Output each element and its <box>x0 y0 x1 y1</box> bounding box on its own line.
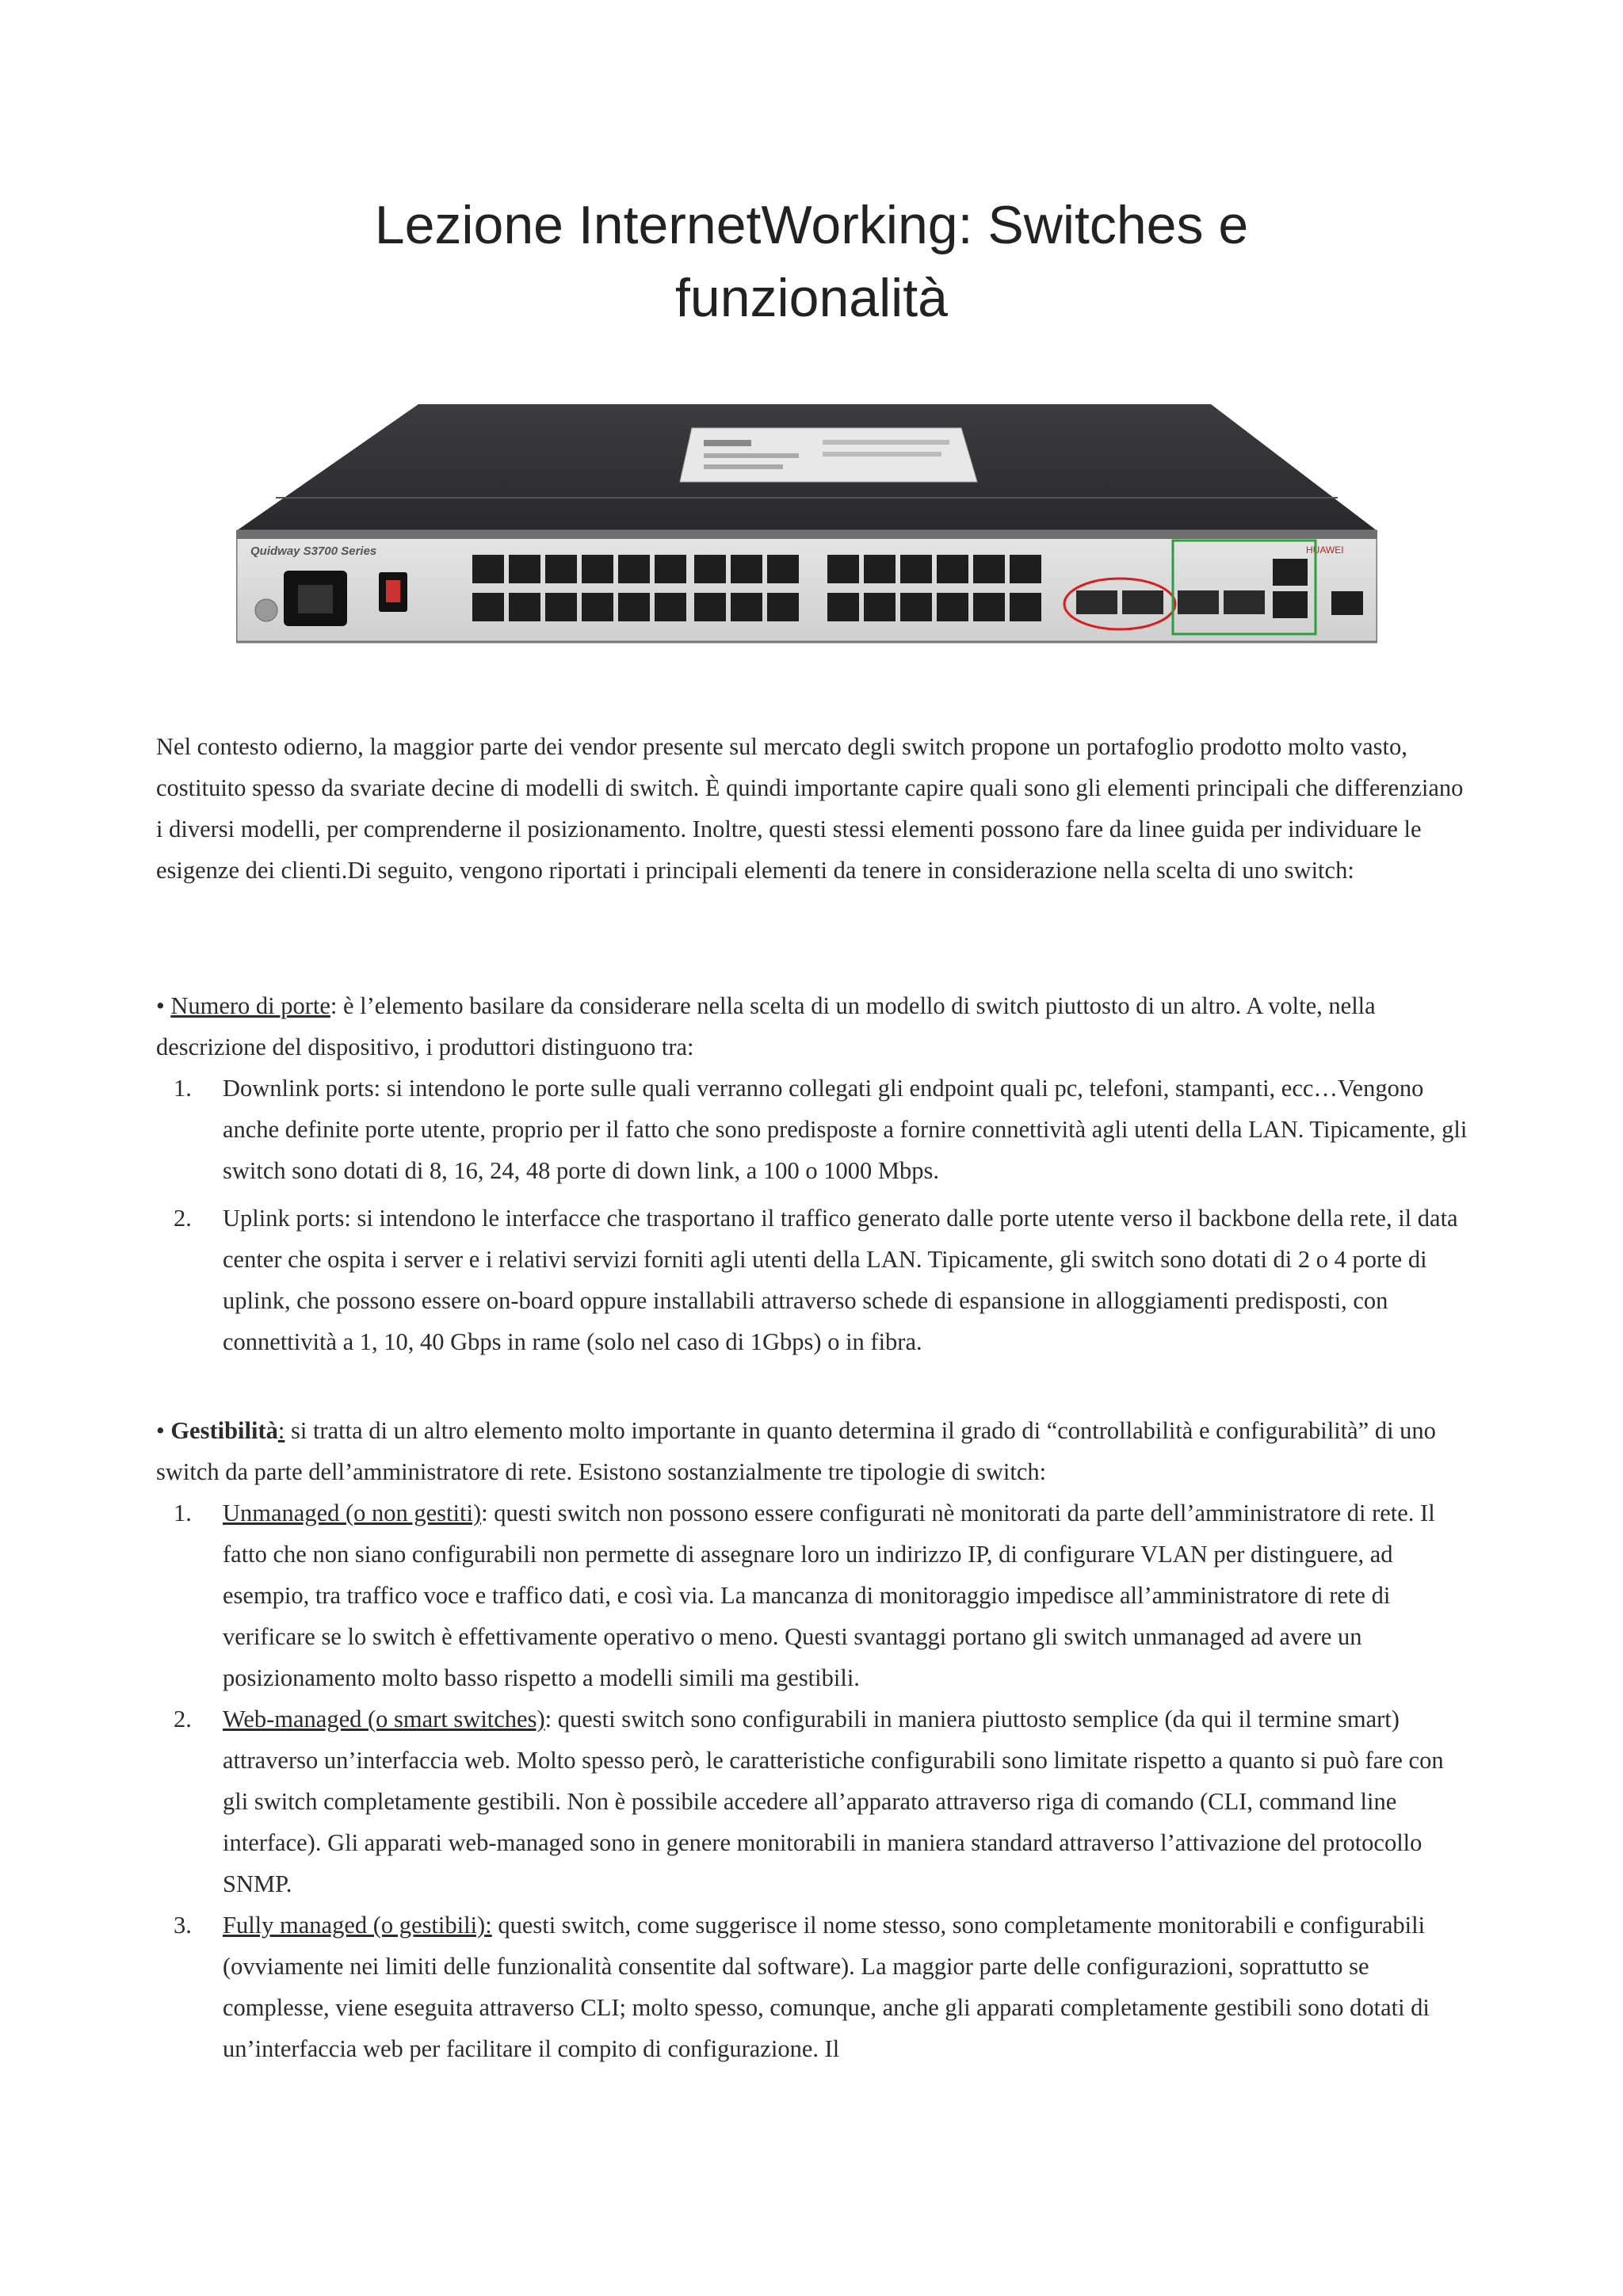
section-porte-heading <box>156 985 1472 1068</box>
list-item-term: Web-managed (o smart switches) <box>223 1706 545 1733</box>
list-item-term: Fully managed (o gestibili): <box>223 1912 492 1939</box>
list-number: 3. <box>174 1912 192 1939</box>
list-number: 1. <box>174 1075 192 1102</box>
list-item-text: : questi switch sono configurabili in maniera piuttosto semplice (da qui il termine smart) attraverso un’interfaccia web. Molto spesso però, le caratteristiche configurabili sono limitate rispetto a quanto si può fare con gli switch completamente gestibili. Non è possibile accedere all’apparato attraverso riga di comando (CLI, command line interface). Gli apparati web-managed sono in genere monitorabili in maniera standard attraverso l’attivazione del protocollo SNMP. <box>223 1706 1444 1897</box>
network-switch-photo <box>236 396 1377 650</box>
list-item-text: questi switch, come suggerisce il nome stesso, sono completamente monitorabili e configurabili (ovviamente nei limiti delle funzionalità consentite dal software). La maggior parte delle configurazioni, soprattutto se complesse, viene eseguita attraverso CLI; molto spesso, comunque, anche gli apparati completamente gestibili sono dotati di un’interfaccia web per facilitare il compito di configurazione. Il <box>223 1912 1430 2062</box>
list-item-term: Unmanaged (o non gestiti) <box>223 1499 482 1526</box>
section-porte <box>156 985 1472 1362</box>
list-item <box>156 1068 1472 1191</box>
section-gestibilita-text: si tratta di un altro elemento molto importante in quanto determina il grado di “controllabilità e configurabilità” di uno switch da parte dell’amministratore di rete. Esistono sostanzialmente tre tipologie di switch: <box>156 1417 1436 1485</box>
list-item-text: : questi switch non possono essere configurati nè monitorati da parte dell’amministratore di rete. Il fatto che non siano configurabili non permette di assegnare loro un indirizzo IP, di configurare VLAN per distinguere, ad esempio, tra traffico voce e traffico dati, e così via. La mancanza di monitoraggio impedisce all’amministratore di rete di verificare se lo switch è effettivamente operativo o meno. Questi svantaggi portano gli switch unmanaged ad avere un posizionamento molto basso rispetto a modelli simili ma gestibili. <box>223 1499 1435 1691</box>
console-port <box>1331 591 1363 615</box>
section-porte-text: : è l’elemento basilare da considerare nella scelta di un modello di switch piuttosto di un altro. A volte, nella descrizione del dispositivo, i produttori distinguono tra: <box>156 992 1376 1060</box>
term-colon: : <box>277 1417 285 1444</box>
title-line-1: Lezione InternetWorking: Switches e <box>374 195 1249 255</box>
bullet: • <box>156 1417 165 1444</box>
term-gestibilita: Gestibilità <box>170 1417 278 1444</box>
list-item-text: Uplink ports: si intendono le interfacce che trasportano il traffico generato dalle porte utente verso il backbone della rete, il data center che ospita i server e i relativi servizi forniti agli utenti della LAN. Tipicamente, gli switch sono dotati di 2 o 4 porte di uplink, che possono essere on-board oppure installabili attraverso schede di espansione in alloggiamenti predisposti, con connettività a 1, 10, 40 Gbps in rame (solo nel caso di 1Gbps) o in fibra. <box>223 1205 1458 1355</box>
gestibilita-list <box>156 1492 1472 2069</box>
porte-list <box>156 1068 1472 1362</box>
list-item <box>156 1492 1472 1698</box>
intro-paragraph <box>156 726 1472 891</box>
section-gestibilita-heading <box>156 1410 1472 1492</box>
term-numero-porte: Numero di porte <box>170 992 330 1019</box>
brand-label: Quidway S3700 Series <box>250 544 377 558</box>
list-item <box>156 1698 1472 1904</box>
list-item <box>156 1904 1472 2069</box>
title-line-2: funzionalità <box>674 268 949 328</box>
section-gestibilita <box>156 1410 1472 2069</box>
list-number: 1. <box>174 1499 192 1526</box>
bullet: • <box>156 992 165 1019</box>
intro-text: Nel contesto odierno, la maggior parte dei vendor presente sul mercato degli switch propone un portafoglio prodotto molto vasto, costituito spesso da svariate decine di modelli di switch. È quindi importante capire quali sono gli elementi principali che differenziano i diversi modelli, per comprenderne il posizionamento. Inoltre, questi stessi elementi possono fare da linee guida per individuare le esigenze dei clienti.Di seguito, vengono riportati i principali elementi da tenere in considerazione nella scelta di uno switch: <box>156 733 1464 884</box>
list-number: 2. <box>174 1205 192 1232</box>
page-title <box>238 189 1385 334</box>
list-number: 2. <box>174 1706 192 1733</box>
vendor-label: HUAWEI <box>1306 544 1344 556</box>
list-item <box>156 1198 1472 1362</box>
list-item-text: Downlink ports: si intendono le porte sulle quali verranno collegati gli endpoint quali pc, telefoni, stampanti, ecc…Vengono anche definite porte utente, proprio per il fatto che sono predisposte a fornire connettività agli utenti della LAN. Tipicamente, gli switch sono dotati di 8, 16, 24, 48 porte di down link, a 100 o 1000 Mbps. <box>223 1075 1468 1184</box>
